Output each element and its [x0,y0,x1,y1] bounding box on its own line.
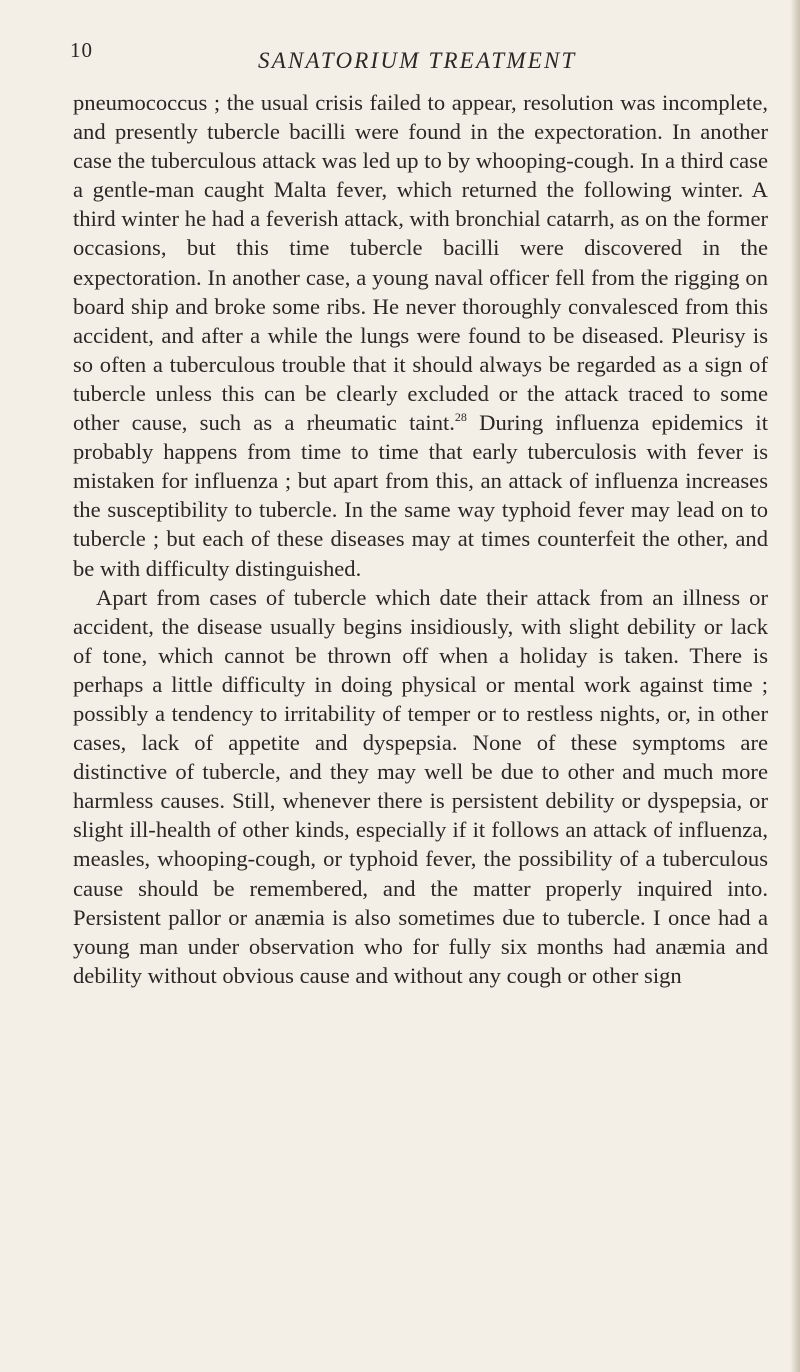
running-head: SANATORIUM TREATMENT [258,48,577,73]
page-edge-shadow [790,0,800,1372]
page-header [0,38,800,78]
paragraph-1-text-b: During influenza epidemics it probably happens from time to time that early tuberculosis with fever is mistaken for influenza ; but apart from this, an attack of influenza increases the susceptibility to tubercle. In the same way typhoid fever may lead on to tubercle ; but each of these diseases may at times counterfeit the other, and be with difficulty distinguished. [73,410,768,581]
paragraph-1-text-a: pneumococcus ; the usual crisis failed to appear, resolution was incomplete, and presently tubercle bacilli were found in the expectoration. In another case the tuberculous attack was led up to by whooping-cough. In a third case a gentle-man caught Malta fever, which returned the following winter. A third winter he had a feverish attack, with bronchial catarrh, as on the former occasions, but this time tubercle bacilli were discovered in the expectoration. In another case, a young naval officer fell from the rigging on board ship and broke some ribs. He never thoroughly convalesced from this accident, and after a while the lungs were found to be diseased. Pleurisy is so often a tuberculous trouble that it should always be regarded as a sign of tubercle unless this can be clearly excluded or the attack traced to some other cause, such as a rheumatic taint. [73,90,768,436]
page-number: 10 [70,38,93,62]
footnote-reference: 28 [454,410,467,425]
paragraph-2: Apart from cases of tubercle which date their attack from an illness or accident, the disease usually begins insidiously, with slight debility or lack of tone, which cannot be thrown off when a holiday is taken. There is perhaps a little difficulty in doing physical or mental work against time ; possibly a tendency to irritability of temper or to restless nights, or, in other cases, lack of appetite and dyspepsia. None of these symptoms are distinctive of tubercle, and they may well be due to other and much more harmless causes. Still, whenever there is persistent debility or dyspepsia, or slight ill-health of other kinds, especially if it follows an attack of influenza, measles, whooping-cough, or typhoid fever, the possibility of a tuberculous cause should be remembered, and the matter properly inquired into. Persistent pallor or anæmia is also sometimes due to tubercle. I once had a young man under observation who for fully six months had anæmia and debility without obvious cause and without any cough or other sign [73,584,768,988]
body-text [73,88,768,990]
paragraph-continued [73,88,768,583]
